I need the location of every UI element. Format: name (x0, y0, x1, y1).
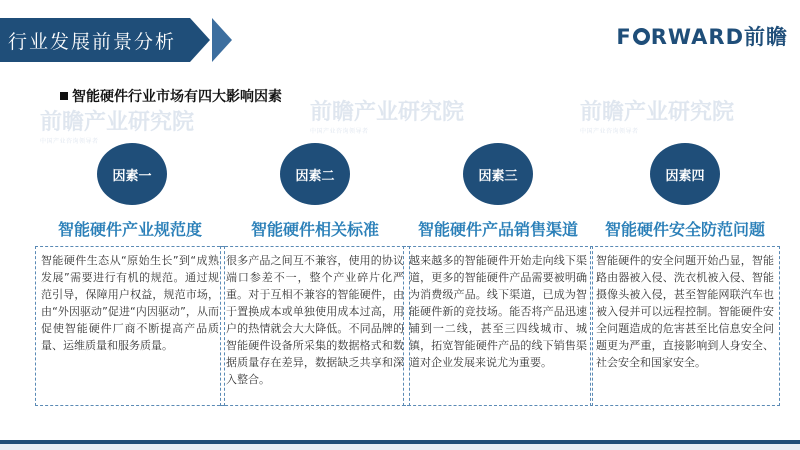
logo-ring-icon (633, 28, 650, 45)
banner-chevron-2 (212, 18, 232, 62)
factor-title: 智能硬件相关标准 (250, 220, 379, 239)
factor-title: 智能硬件安全防范问题 (604, 220, 765, 239)
factor-description: 智能硬件生态从“原始生长”到“成熟发展”需要进行有机的规范。通过规范引导，保障用户权益，规范市场，由“外因驱动”促进“内因驱动”，从而促使智能硬件厂商不断提高产品质量、运维质量和服务质量。 (35, 246, 225, 406)
forward-logo: F RWARD前瞻 (616, 25, 788, 49)
footer-band (0, 444, 800, 450)
header-banner (0, 18, 190, 62)
factor-description: 很多产品之间互不兼容，使用的协议端口参差不一，整个产业碎片化严重。对于互相不兼容的智能硬件，由于置换成本或单独使用成本过高，用户的热情就会大大降低。不同品牌的智能硬件设备所采集的数据格式和数据质量存在差异，数据缺乏共享和深入整合。 (220, 246, 410, 406)
page-title: 行业发展前景分析 (8, 31, 177, 53)
factor-badge: 因素四 (650, 143, 720, 205)
section-subtitle: 智能硬件行业市场有四大影响因素 (60, 86, 282, 106)
factor-description: 越来越多的智能硬件开始走向线下渠道，更多的智能硬件产品需要被明确为消费级产品。线下渠道，已成为智能硬件新的竞技场。能否将产品迅速铺到一二线，甚至三四线城市、城镇，拓宽智能硬件产品的线下销售渠道对企业发展来说尤为重要。 (403, 246, 593, 406)
watermark: 前瞻产业研究院 中国产业咨询领导者 (310, 100, 465, 135)
factor-badge: 因素一 (97, 143, 167, 205)
watermark: 前瞻产业研究院 中国产业咨询领导者 (40, 110, 195, 145)
factor-title: 智能硬件产业规范度 (57, 220, 202, 239)
bullet-square-icon (60, 92, 68, 100)
banner-chevron-1 (190, 18, 210, 62)
factor-title: 智能硬件产品销售渠道 (417, 220, 578, 239)
factor-badge: 因素二 (280, 143, 350, 205)
watermark: 前瞻产业研究院 中国产业咨询领导者 (580, 100, 735, 135)
factor-description: 智能硬件的安全问题开始凸显，智能路由器被入侵、洗衣机被入侵、智能摄像头被入侵，甚至智能网联汽车也被入侵并可以远程控制。智能硬件安全问题造成的危害甚至比信息安全问题更为严重，直接影响到人身安全、社会安全和国家安全。 (590, 246, 780, 406)
factor-badge: 因素三 (463, 143, 533, 205)
